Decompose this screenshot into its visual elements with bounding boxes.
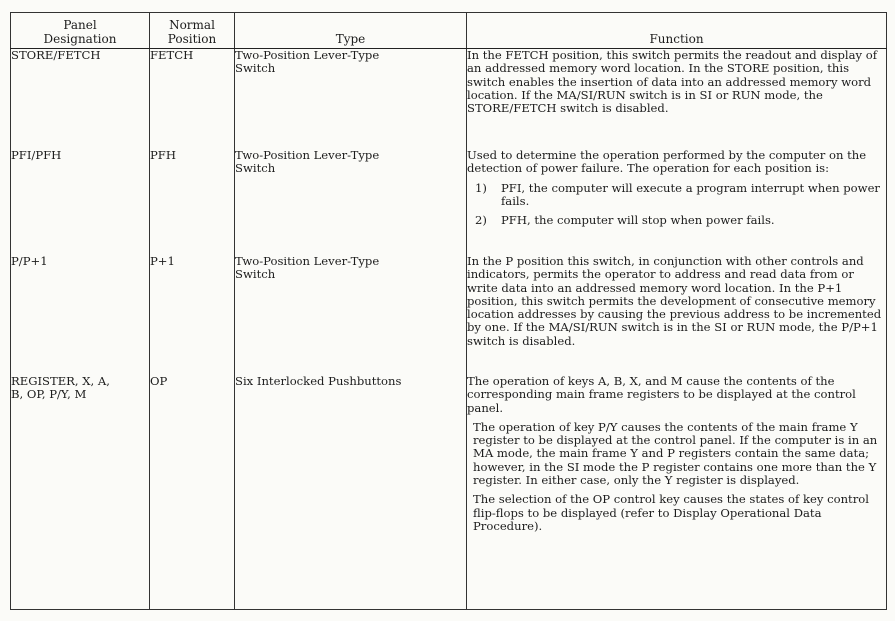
- function-paragraph: In the P position this switch, in conjunction with other controls and indicators, permits the operator to address and read data from or write data into an addressed memory word location. In the P+1 position, this switch permits the development of consecutive memory location addresses by causing the previous address to be incremented by one. If the MA/SI/RUN switch is in the SI or RUN mode, the P/P+1 switch is disabled.: [467, 254, 882, 348]
- designation-line: PFI/PFH: [11, 148, 62, 162]
- type-line: Two-Position Lever-Type: [235, 48, 380, 62]
- type-cell: [235, 375, 467, 610]
- header-type: [235, 13, 467, 49]
- position-value: OP: [150, 374, 168, 388]
- type-line: Switch: [235, 61, 276, 76]
- designation-line: REGISTER, X, A,: [11, 374, 110, 388]
- header-line: Position: [167, 31, 217, 46]
- designation-line: STORE/FETCH: [11, 48, 101, 62]
- normal-position-cell: [150, 255, 235, 375]
- function-paragraph: The operation of keys A, B, X, and M cause the contents of the corresponding main frame registers to be displayed at the control panel.: [467, 374, 856, 415]
- function-paragraph: The selection of the OP control key causes the states of key control flip-flops to be displayed (refer to Display Operational Data Procedure).: [473, 492, 869, 533]
- function-cell: [467, 255, 887, 375]
- function-cell: [467, 149, 887, 255]
- type-line: Switch: [235, 161, 276, 176]
- type-line: Six Interlocked Pushbuttons: [235, 374, 402, 388]
- normal-position-cell: [150, 49, 235, 150]
- table-row: [11, 49, 887, 150]
- header-line: Panel: [63, 18, 97, 32]
- type-cell: [235, 255, 467, 375]
- function-paragraph: Used to determine the operation performed by the computer on the detection of power failure. The operation for each position is:: [467, 148, 867, 176]
- table-header-row: [11, 13, 887, 49]
- panel-designation-cell: [11, 49, 150, 150]
- control-panel-table: [10, 12, 887, 610]
- position-value: P+1: [150, 254, 175, 268]
- designation-line: P/P+1: [11, 254, 48, 268]
- panel-designation-cell: [11, 255, 150, 375]
- list-number: 1): [475, 180, 487, 195]
- header-line: Type: [335, 31, 366, 46]
- table-row: [11, 149, 887, 255]
- table-row: [11, 255, 887, 375]
- header-function: [467, 13, 887, 49]
- function-cell: [467, 375, 887, 610]
- position-value: PFH: [150, 148, 176, 162]
- list-text: PFH, the computer will stop when power fails.: [501, 213, 775, 228]
- type-cell: [235, 49, 467, 150]
- position-value: FETCH: [150, 48, 194, 62]
- type-cell: [235, 149, 467, 255]
- header-line: Normal: [169, 18, 215, 32]
- type-line: Two-Position Lever-Type: [235, 148, 380, 162]
- header-normal-position: [150, 13, 235, 49]
- list-text: PFI, the computer will execute a program interrupt when power fails.: [501, 180, 880, 208]
- normal-position-cell: [150, 149, 235, 255]
- function-cell: [467, 49, 887, 150]
- panel-designation-cell: [11, 375, 150, 610]
- function-paragraph: In the FETCH position, this switch permits the readout and display of an addressed memory word location. In the STORE position, this switch enables the insertion of data into an addressed memory word location. If the MA/SI/RUN switch is in SI or RUN mode, the STORE/FETCH switch is disabled.: [467, 48, 878, 116]
- type-line: Switch: [235, 267, 276, 282]
- header-panel-designation: [11, 13, 150, 49]
- function-paragraph: The operation of key P/Y causes the contents of the main frame Y register to be displayed at the control panel. If the computer is in an MA mode, the main frame Y and P registers contain the same data; however, in the SI mode the P register contains one more than the Y register. In either case, only the Y register is displayed.: [473, 419, 878, 488]
- header-line: Designation: [43, 31, 117, 46]
- header-line: Function: [649, 31, 704, 46]
- table-row: [11, 375, 887, 610]
- panel-designation-cell: [11, 149, 150, 255]
- designation-line: B, OP, P/Y, M: [11, 387, 87, 402]
- type-line: Two-Position Lever-Type: [235, 254, 380, 268]
- list-item: [475, 182, 886, 209]
- normal-position-cell: [150, 375, 235, 610]
- list-item: [475, 214, 886, 227]
- list-number: 2): [475, 213, 487, 228]
